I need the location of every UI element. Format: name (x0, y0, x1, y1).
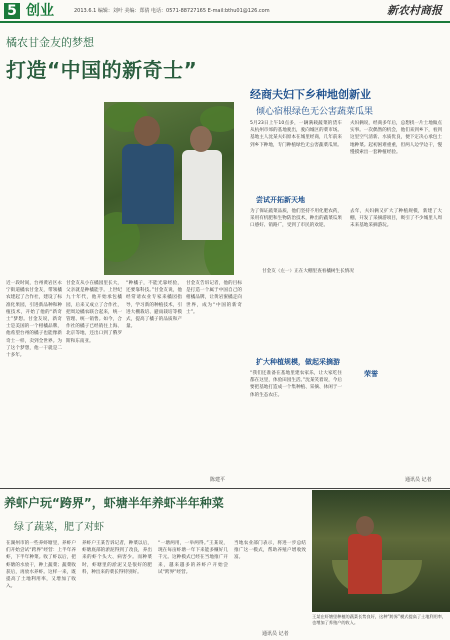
editor-meta-line: 2013.6.1 编辑：刘叶 美编：郑倩 电话：0571-88727165 E-mail:bthu01@126.com (74, 8, 270, 14)
right-section-heading-1: 尝试开拓新天地 (256, 196, 305, 204)
masthead-rule (0, 21, 450, 23)
newspaper-brand: 新农村商报 (387, 4, 442, 17)
right-article-subhead: 倾心宿根绿色无公害蔬菜瓜果 (256, 107, 374, 117)
article-body-col1: 近一段时间，台州黄岩区永宁街道橘农甘金友，带领橘农建起了合作社，建设了标准化果园，引进新品种和种植技术，开始了他的“新奇士”梦想。甘金友说，新奇士是美国的一个柑橘品牌，他希望台州的橘子也能像新奇士一样，卖到全世界。为了这个梦想，他一干就是二十多年。 (6, 281, 62, 359)
right-article-lead: 5月23日上午10点多，一辆满载蔬菜的货车从杭州市郊的基地驶出，驶向城区的菜市场。基地主人沈某夫妇原本在城里经商，几年前来到乡下种地，专门种植绿色无公害蔬菜瓜果。 (250, 121, 342, 148)
bottom-article-rule (0, 488, 450, 489)
bottom-article-body2: 养虾户王某告诉记者，种菜以后，虾塘底部的淤泥得到了改良，养出来的虾个头大、病害少。而种菜时，虾塘里的淤泥又是很好的肥料，种出来的菜长得特别好。 (82, 541, 152, 575)
section-name: 创业 (26, 3, 54, 19)
right-article-body1: 夫妇俩说，经商多年后，总想找一片土地做点实事。一次偶然的机会，他们来到乡下，看到这里空气清新、水质优良，便下定决心承包土地种菜。起初困难重重，但两人边学边干，慢慢摸索出一套种植经验。 (350, 121, 442, 155)
bottom-article-body4: 当地农业部门表示，将进一步总结推广这一模式，帮助养殖户增收致富。 (234, 541, 306, 561)
article-photo (104, 102, 234, 275)
bottom-article-author: 通讯员 记者 (262, 631, 289, 637)
bottom-article-photo (312, 490, 450, 612)
bottom-photo-caption: 王某在虾塘里种植的蔬菜长势良好，这种“跨界”模式提高了土地利用率，也增加了养殖户的收入。 (312, 614, 447, 625)
article-body-col3: “种橘子，不能光靠经验，还要靠科技。”甘金友说，他经常请农业专家来橘园指导，学习新的种植技术，引进大棚栽培、避雨栽培等模式，提高了橘子的品质和产量。 (126, 281, 182, 330)
article-author: 陈建平 (210, 477, 226, 483)
right-article-body3: 去年，夫妇俩又扩大了种植规模，新建了大棚，开发了采摘游项目，吸引了不少城里人周末来基地采摘游玩。 (350, 209, 442, 229)
article-headline: 打造“中国的新奇士” (6, 58, 198, 82)
bottom-article-subhead: 绿了蔬菜，肥了对虾 (14, 522, 104, 533)
right-section-heading-3: 荣誉 (364, 370, 378, 378)
right-article-headline: 经商夫妇下乡种地创新业 (250, 88, 371, 101)
article-kicker: 橘农甘金友的梦想 (6, 36, 94, 49)
bottom-article-headline: 养虾户玩“跨界”，虾塘半年养虾半年种菜 (4, 496, 224, 510)
bottom-article-body1: 在湖州市的一些养虾塘里，养虾户们开始尝试“跨界”经营：上半年养虾，下半年种菜。收了虾以后，把虾塘的水放干，种上蔬菜；蔬菜收获后，再放水养虾。这样一来，既提高了土地利用率，又增加了收入。 (6, 541, 76, 590)
right-article-author: 通讯员 记者 (405, 477, 432, 483)
masthead (0, 0, 450, 22)
article-body-col4: 甘金友告诉记者，他的目标是打造一个属于中国自己的柑橘品牌，让黄岩蜜橘走向世界，成为“中国的新奇士”。 (186, 281, 242, 315)
right-article-body4: “我们还准备在基地里建农家乐，让大家吃住都在这里，体验田园生活。”沈某笑着说，今后要把基地打造成一个集种植、采摘、休闲于一体的生态农庄。 (250, 371, 342, 398)
right-article-body2: 为了保证蔬菜品质，他们坚持不用化肥农药，采用有机肥和生物防治技术，种出的蔬菜瓜果口感好、销路广，受到了市民的欢迎。 (250, 209, 342, 229)
right-section-heading-2: 扩大种植规模，做起采摘游 (256, 358, 340, 366)
bottom-article-body3: “一塘两用，一举两得。”王某说，现在每亩虾塘一年下来能多赚好几千元。这种模式已经在当地推广开来，越来越多的养虾户开始尝试“跨界”经营。 (158, 541, 228, 575)
photo-caption: 甘金友（左一）正在大棚里查看橘树生长情况 (262, 269, 354, 274)
article-body-col2: 甘金友从小在橘园里长大，父亲就是种橘能手。上世纪九十年代，他开始承包橘园，后来又成立了合作社，把周边橘农联合起来，统一管理、统一销售。如今，合作社的橘子已经销往上海、北京等地，还出口到了俄罗斯和东南亚。 (66, 281, 122, 344)
page-number: 5 (4, 3, 20, 19)
